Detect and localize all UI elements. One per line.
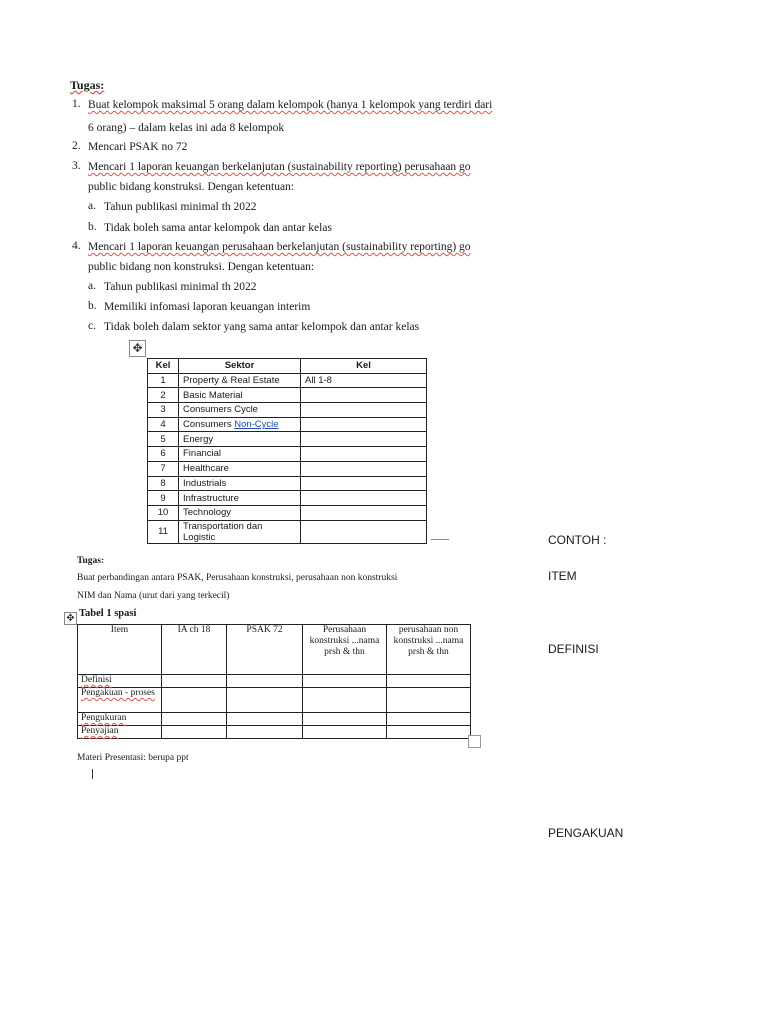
group-cell xyxy=(301,417,427,432)
group-number-cell: 7 xyxy=(148,461,179,476)
column-header: perusahaan non konstruksi ...nama prsh & thn xyxy=(387,625,471,675)
text-cursor xyxy=(92,769,93,779)
table-row xyxy=(148,447,427,462)
materi-text: Materi Presentasi: berupa ppt xyxy=(77,753,189,763)
table-row xyxy=(148,403,427,418)
list-item-line: Mencari 1 laporan keuangan perusahaan berkelanjutan (sustainability reporting) go xyxy=(88,241,471,253)
table-row xyxy=(148,417,427,432)
sector-cell: Infrastructure xyxy=(179,491,301,506)
empty-cell[interactable] xyxy=(162,688,227,713)
empty-cell[interactable] xyxy=(162,675,227,688)
section-title: Tugas: xyxy=(77,556,105,566)
empty-cell[interactable] xyxy=(387,688,471,713)
group-number-cell: 10 xyxy=(148,505,179,520)
empty-cell[interactable] xyxy=(227,726,303,739)
table-row xyxy=(148,520,427,543)
table-caption: Tabel 1 spasi xyxy=(79,608,137,619)
sector-table xyxy=(147,358,427,544)
group-number-cell: 2 xyxy=(148,388,179,403)
group-number-cell: 8 xyxy=(148,476,179,491)
table-row xyxy=(78,675,471,688)
row-label-cell: Pengukuran xyxy=(78,713,162,726)
column-header: PSAK 72 xyxy=(227,625,303,675)
column-header: Item xyxy=(78,625,162,675)
group-cell xyxy=(301,403,427,418)
row-label-cell: Pengakuan - proses xyxy=(78,688,162,713)
sector-table-body xyxy=(148,373,427,543)
column-header: IA ch 18 xyxy=(162,625,227,675)
column-header: Kel xyxy=(148,359,179,374)
empty-cell[interactable] xyxy=(227,713,303,726)
table-row xyxy=(148,388,427,403)
table-row xyxy=(148,476,427,491)
list-item-line: Mencari 1 laporan keuangan berkelanjutan (sustainability reporting) perusahaan go xyxy=(88,161,471,173)
empty-cell[interactable] xyxy=(303,688,387,713)
instruction-line: NIM dan Nama (urut dari yang terkecil) xyxy=(77,591,230,601)
row-label-cell: Penyajian xyxy=(78,726,162,739)
table-row xyxy=(78,688,471,713)
sub-item: Tidak boleh sama antar kelompok dan antar kelas xyxy=(104,222,332,234)
sector-cell: Transportation dan Logistic xyxy=(179,520,301,543)
instruction-line: Buat perbandingan antara PSAK, Perusahaan konstruksi, perusahaan non konstruksi xyxy=(77,573,398,583)
side-label-contoh: CONTOH : xyxy=(548,533,607,547)
sub-label: b. xyxy=(88,221,97,233)
empty-cell[interactable] xyxy=(303,675,387,688)
sub-label: b. xyxy=(88,300,97,312)
side-label-item: ITEM xyxy=(548,569,577,583)
empty-cell[interactable] xyxy=(387,726,471,739)
list-number: 3. xyxy=(72,160,81,172)
sector-cell: Property & Real Estate xyxy=(179,373,301,388)
list-item-line: 6 orang) – dalam kelas ini ada 8 kelompok xyxy=(88,122,285,134)
row-label-cell: Definisi xyxy=(78,675,162,688)
sub-label: a. xyxy=(88,280,96,292)
column-header: Kel xyxy=(301,359,427,374)
comparison-table-body xyxy=(78,675,471,739)
column-header: Sektor xyxy=(179,359,301,374)
column-header: Perusahaan konstruksi ...nama prsh & thn xyxy=(303,625,387,675)
list-number: 2. xyxy=(72,140,81,152)
list-item-line: Mencari PSAK no 72 xyxy=(88,141,188,153)
empty-cell[interactable] xyxy=(227,688,303,713)
group-cell: All 1-8 xyxy=(301,373,427,388)
sub-label: c. xyxy=(88,320,96,332)
group-number-cell: 5 xyxy=(148,432,179,447)
empty-cell[interactable] xyxy=(162,726,227,739)
empty-cell[interactable] xyxy=(303,726,387,739)
list-item-line: public bidang konstruksi. Dengan ketentuan: xyxy=(88,181,295,193)
sector-cell: Consumers Cycle xyxy=(179,403,301,418)
sector-cell: Energy xyxy=(179,432,301,447)
sub-item: Tidak boleh dalam sektor yang sama antar kelompok dan antar kelas xyxy=(104,321,420,333)
group-cell xyxy=(301,388,427,403)
group-cell xyxy=(301,461,427,476)
list-item-line: Buat kelompok maksimal 5 orang dalam kelompok (hanya 1 kelompok yang terdiri dari xyxy=(88,99,493,111)
table-row xyxy=(78,726,471,739)
group-cell xyxy=(301,447,427,462)
sector-cell: Technology xyxy=(179,505,301,520)
group-number-cell: 3 xyxy=(148,403,179,418)
comparison-table xyxy=(77,624,471,739)
group-cell xyxy=(301,432,427,447)
table-row xyxy=(148,505,427,520)
sub-item: Tahun publikasi minimal th 2022 xyxy=(104,201,257,213)
empty-cell[interactable] xyxy=(162,713,227,726)
move-arrows-icon[interactable]: ✥ xyxy=(64,612,77,625)
list-item-line: public bidang non konstruksi. Dengan ketentuan: xyxy=(88,261,315,273)
sub-item: Memiliki infomasi laporan keuangan interim xyxy=(104,301,311,313)
empty-cell[interactable] xyxy=(387,713,471,726)
table-row xyxy=(148,461,427,476)
table-row xyxy=(148,373,427,388)
sector-cell: Healthcare xyxy=(179,461,301,476)
table-resize-handle[interactable] xyxy=(468,735,481,748)
table-row xyxy=(148,432,427,447)
group-cell xyxy=(301,476,427,491)
group-cell xyxy=(301,491,427,506)
group-number-cell: 4 xyxy=(148,417,179,432)
move-arrows-icon[interactable]: ✥ xyxy=(129,340,146,357)
side-label-pengakuan: PENGAKUAN xyxy=(548,826,624,840)
sector-cell: Consumers Non-Cycle xyxy=(179,417,301,432)
list-number: 1. xyxy=(72,98,81,110)
empty-cell[interactable] xyxy=(303,713,387,726)
sub-label: a. xyxy=(88,200,96,212)
sub-item: Tahun publikasi minimal th 2022 xyxy=(104,281,257,293)
group-number-cell: 1 xyxy=(148,373,179,388)
side-label-definisi: DEFINISI xyxy=(548,642,599,656)
group-number-cell: 11 xyxy=(148,520,179,543)
empty-cell[interactable] xyxy=(387,675,471,688)
group-cell xyxy=(301,520,427,543)
group-number-cell: 6 xyxy=(148,447,179,462)
group-cell xyxy=(301,505,427,520)
sector-cell: Industrials xyxy=(179,476,301,491)
sector-cell: Financial xyxy=(179,447,301,462)
page-title: Tugas: xyxy=(70,78,105,92)
empty-cell[interactable] xyxy=(227,675,303,688)
table-resize-line xyxy=(431,539,449,540)
sector-cell: Basic Material xyxy=(179,388,301,403)
table-row xyxy=(78,713,471,726)
group-number-cell: 9 xyxy=(148,491,179,506)
list-number: 4. xyxy=(72,240,81,252)
table-row xyxy=(148,491,427,506)
